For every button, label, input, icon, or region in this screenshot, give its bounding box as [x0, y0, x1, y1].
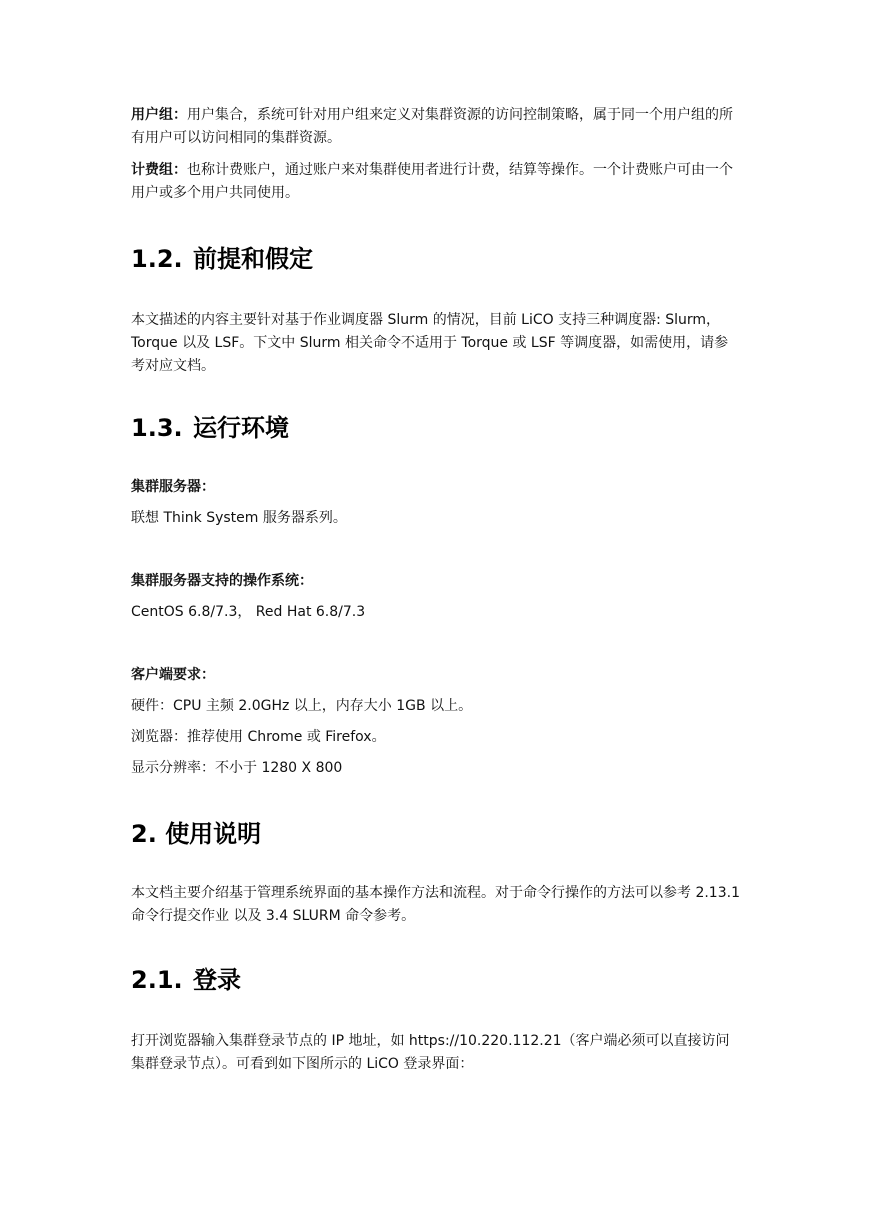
client-resolution: 显示分辨率：不小于 1280 X 800: [131, 760, 343, 776]
term-user-group: 用户组：: [131, 107, 187, 123]
heading-2-title: 使用说明: [165, 820, 262, 848]
paragraph-usage-intro: 本文档主要介绍基于管理系统界面的基本操作方法和流程。对于命令行操作的方法可以参考 2.13.1 命令行提交作业 以及 3.4 SLURM 命令参考。: [131, 885, 740, 924]
heading-1-2-title: 前提和假定: [193, 245, 313, 273]
heading-2-1: [131, 964, 741, 996]
heading-2-1-number: 2.1.: [131, 966, 183, 994]
label-client-requirements: 客户端要求：: [131, 667, 215, 683]
label-cluster-server: 集群服务器：: [131, 479, 215, 495]
document-content: [131, 104, 741, 1076]
heading-1-2: [131, 243, 741, 275]
paragraph-billing-group: [131, 159, 741, 205]
heading-1-3-number: 1.3.: [131, 414, 183, 442]
heading-1-3: [131, 412, 741, 444]
client-browser: 浏览器：推荐使用 Chrome 或 Firefox。: [131, 729, 386, 745]
definition-billing-group: 也称计费账户，通过账户来对集群使用者进行计费，结算等操作。一个计费账户可由一个用户或多个用户共同使用。: [131, 162, 733, 201]
heading-1-3-title: 运行环境: [193, 414, 289, 442]
definition-user-group: 用户集合，系统可针对用户组来定义对集群资源的访问控制策略，属于同一个用户组的所有用户可以访问相同的集群资源。: [131, 107, 733, 146]
heading-2-number: 2.: [131, 820, 157, 848]
value-cluster-server: 联想 Think System 服务器系列。: [131, 510, 347, 526]
paragraph-user-group: [131, 104, 741, 150]
term-billing-group: 计费组：: [131, 162, 187, 178]
paragraph-prerequisites: 本文描述的内容主要针对基于作业调度器 Slurm 的情况，目前 LiCO 支持三种调度器: Slurm，Torque 以及 LSF。下文中 Slurm 相关命令不适用于 Torque 或 LSF 等调度器，如需使用，请参考对应文档。: [131, 312, 729, 374]
heading-1-2-number: 1.2.: [131, 245, 183, 273]
heading-2: [131, 818, 741, 850]
heading-2-1-title: 登录: [193, 966, 241, 994]
value-supported-os: CentOS 6.8/7.3， Red Hat 6.8/7.3: [131, 604, 366, 620]
client-hardware: 硬件：CPU 主频 2.0GHz 以上，内存大小 1GB 以上。: [131, 698, 473, 714]
paragraph-login: 打开浏览器输入集群登录节点的 IP 地址，如 https://10.220.112.21（客户端必须可以直接访问集群登录节点）。可看到如下图所示的 LiCO 登录界面：: [131, 1033, 730, 1072]
label-supported-os: 集群服务器支持的操作系统：: [131, 573, 313, 589]
